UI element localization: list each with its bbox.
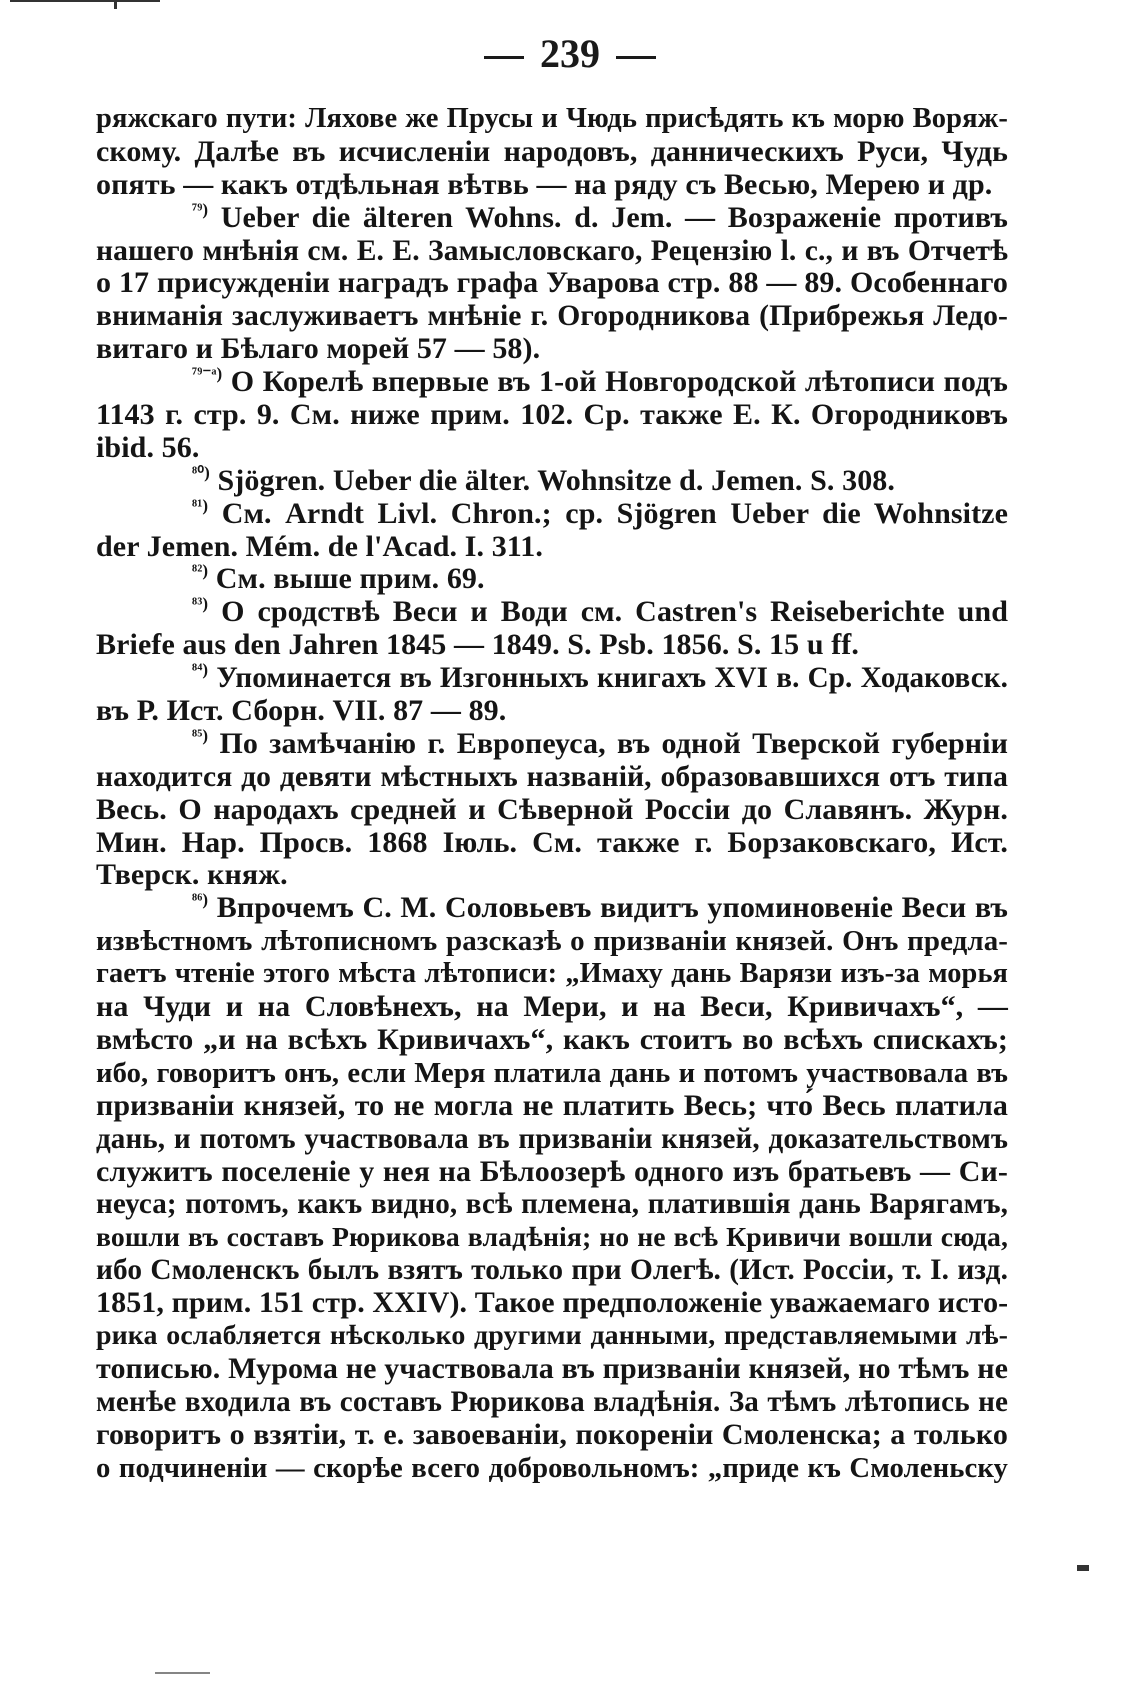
text-line: находится до девяти мѣстныхъ названій, образовавшихся отъ типа xyxy=(96,760,1008,793)
footnote-84: $^{^{84})}$ Упоминается въ Изгонныхъ книгахъ XVI в. Ср. Ходаковск. xyxy=(192,660,1008,695)
text-line: der Jemen. Mém. de l'Acad. I. 311. xyxy=(96,529,543,563)
text-line: ибо Смоленскъ былъ взятъ только при Олегѣ. (Ист. Россіи, т. I. изд. xyxy=(96,1254,1008,1287)
text-line: нашего мнѣнія см. Е. Е. Замысловскаго, Рецензію l. c., и въ Отчетѣ xyxy=(96,234,1008,267)
text-line: на Чуди и на Словѣнехъ, на Мери, и на Веси, Кривичахъ“, — xyxy=(96,990,1008,1024)
text-line: 1851, прим. 151 стр. XXIV). Такое предположеніе уважаемаго исто- xyxy=(96,1286,1009,1320)
text-line: ибо, говоритъ онъ, если Меря платила дань и потомъ участвовала въ xyxy=(96,1056,1008,1089)
footnote-marker: ⁸²) xyxy=(192,561,209,581)
footnote-79: $^{^{79})}$ Ueber die älteren Wohns. d. Jem. — Возраженіе противъ xyxy=(192,199,1008,234)
text-line: вмѣсто „и на всѣхъ Кривичахъ“, какъ стоитъ во всѣхъ спискахъ; xyxy=(96,1022,1008,1056)
footnote-marker: ⁷⁹) xyxy=(192,199,209,219)
footnote-marker: ⁸¹) xyxy=(192,495,209,515)
text-line: о 17 присужденіи наградъ графа Уварова стр. 88 — 89. Особеннаго xyxy=(96,266,1008,300)
footnotes-text xyxy=(96,103,1008,1484)
text-line: 1143 г. стр. 9. См. ниже прим. 102. Ср. также Е. К. Огородниковъ xyxy=(96,398,1008,432)
footnote-80: $^{^{80})}$ Sjögren. Ueber die älter. Wohnsitze d. Jemen. S. 308. xyxy=(192,462,896,497)
page-number-value: 239 xyxy=(540,31,600,76)
footnote-marker: ⁸⁰) xyxy=(192,462,210,482)
text-line: извѣстномъ лѣтописномъ разсказѣ о призваніи князей. Онъ предла- xyxy=(96,925,1008,958)
text-line: ряжскаго пути: Ляхове же Прусы и Чюдь присѣдять къ морю Воряж- xyxy=(96,103,1008,134)
text-line: гаетъ чтеніе этого мѣста лѣтописи: „Имаху дань Варязи изъ-за морья xyxy=(96,958,1008,990)
text-line: Мин. Нар. Просв. 1868 Іюль. См. также г. Борзаковскаго, Ист. xyxy=(96,825,1008,859)
footnote-82: $^{^{82})}$ См. выше прим. 69. xyxy=(192,561,485,596)
text-line: дань, и потомъ участвовала въ призваніи князей, доказательствомъ xyxy=(96,1122,1008,1155)
text-line: призваніи князей, то не могла не платить Весь; что́ Весь платила xyxy=(96,1088,1008,1122)
text-line: скому. Далѣе въ исчисленіи народовъ, данническихъ Руси, Чудь xyxy=(96,134,1008,168)
text-line: говоритъ о взятіи, т. е. завоеваніи, покореніи Смоленска; а только xyxy=(96,1417,1008,1451)
footnote-85: $^{^{85})}$ По замѣчанію г. Европеуса, въ одной Тверской губерніи xyxy=(192,725,1008,760)
footnote-79a: $^{^{79-}ᵃ)}$ О Корелѣ впервые въ 1-ой Новгородской лѣтописи подъ xyxy=(192,364,1008,399)
text-line: тописью. Мурома не участвовала въ призваніи князей, но тѣмъ не xyxy=(96,1351,1008,1385)
footnote-marker: ⁸⁴) xyxy=(192,660,209,680)
page-number-left-dash xyxy=(484,56,524,59)
text-line: рика ослабляется нѣсколько другими данными, представляемыми лѣ- xyxy=(96,1319,1008,1351)
text-line: Briefe aus den Jahren 1845 — 1849. S. Psb. 1856. S. 15 u ff. xyxy=(96,628,860,662)
footnote-83: $^{^{83})}$ О сродствѣ Веси и Води см. Castren's Reiseberichte und xyxy=(192,594,1008,629)
text-line: менѣе входила въ составъ Рюрикова владѣнія. За тѣмъ лѣтопись не xyxy=(96,1385,1008,1418)
page-number-right-dash xyxy=(616,56,656,59)
text-line: неуса; потомъ, какъ видно, всѣ племена, платившія дань Варягамъ, xyxy=(96,1188,1008,1221)
text-line: вниманія заслуживаетъ мнѣніе г. Огородникова (Прибрежья Ледо- xyxy=(96,300,1008,333)
scan-artifact-top-left-tick xyxy=(114,2,117,9)
text-line: вошли въ составъ Рюрикова владѣнія; но не всѣ Кривичи вошли сюда, xyxy=(96,1221,1008,1253)
footnote-marker: ⁸³) xyxy=(192,594,209,614)
page-number xyxy=(0,30,1140,77)
text-line: въ Р. Ист. Сборн. VII. 87 — 89. xyxy=(96,694,507,728)
footnote-81: $^{^{81})}$ См. Arndt Livl. Chron.; ср. Sjögren Ueber die Wohnsitze xyxy=(192,495,1008,530)
text-line: о подчиненіи — скорѣе всего добровольномъ: „приде къ Смоленьску xyxy=(96,1451,1008,1484)
text-line: служитъ поселеніе у нея на Бѣлоозерѣ одного изъ братьевъ — Си- xyxy=(96,1154,1008,1188)
footnote-marker: ⁷⁹⁻ᵃ) xyxy=(192,364,223,384)
footnote-marker: ⁸⁶) xyxy=(192,890,209,910)
footnote-86: $^{^{86})}$ Впрочемъ С. М. Соловьевъ видитъ упоминовеніе Веси въ xyxy=(192,890,1008,925)
text-line: опять — какъ отдѣльная вѣтвь — на ряду съ Весью, Мерею и др. xyxy=(96,167,993,201)
scan-artifact-bottom-left xyxy=(155,1672,210,1674)
text-line: витаго и Бѣлаго морей 57 — 58). xyxy=(96,332,541,366)
text-line: Весь. О народахъ средней и Сѣверной Россіи до Славянъ. Журн. xyxy=(96,792,1008,826)
footnote-marker: ⁸⁵) xyxy=(192,725,209,745)
text-line: Тверск. княж. xyxy=(96,858,288,892)
scan-artifact-right-margin xyxy=(1077,1565,1089,1571)
text-line: ibid. 56. xyxy=(96,430,200,464)
scan-artifact-top-left xyxy=(10,0,160,2)
